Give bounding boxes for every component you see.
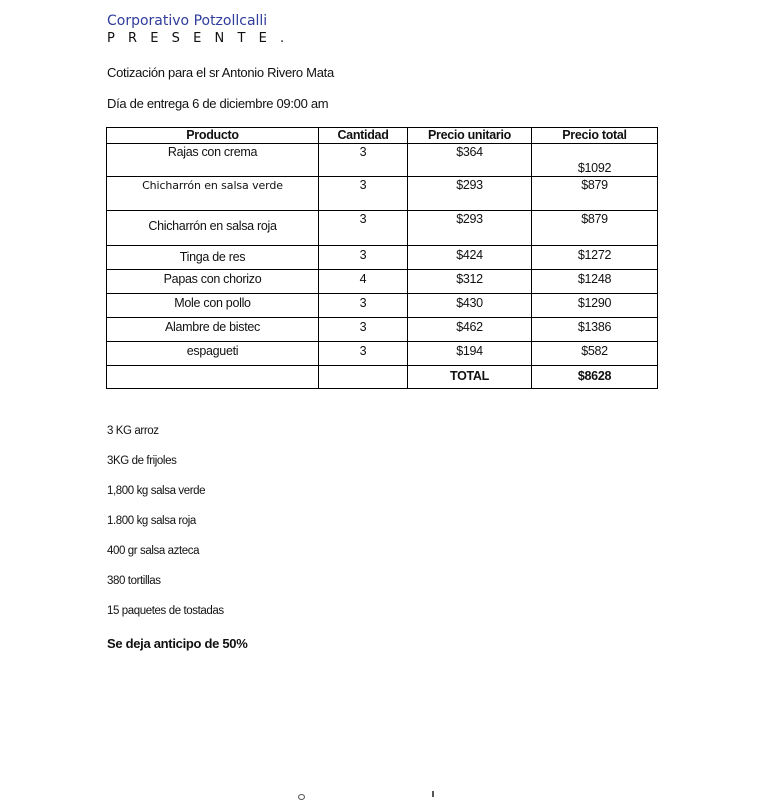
product-text: Mole con pollo: [174, 296, 251, 310]
table-row: [107, 211, 658, 246]
quantity-text: 4: [359, 272, 367, 286]
quantity-text: 3: [359, 178, 367, 192]
total-label: TOTAL: [449, 369, 489, 383]
table-row: [107, 270, 658, 294]
header-product: Producto: [107, 128, 319, 144]
quantity-text: 3: [359, 296, 367, 310]
total-price-text: $1386: [577, 320, 612, 334]
total-price-text: $1248: [577, 272, 612, 286]
product-text: Tinga de res: [179, 250, 246, 264]
cell-total-price: [532, 294, 658, 318]
cut-off-footer-text: [288, 788, 468, 800]
cell-product: [107, 342, 319, 366]
extra-item: 3 KG arroz: [107, 425, 159, 437]
cell-quantity: [319, 318, 408, 342]
extra-item: 1.800 kg salsa roja: [107, 515, 196, 527]
cell-quantity: [319, 211, 408, 246]
quote-table: [106, 127, 658, 389]
product-text: Papas con chorizo: [163, 272, 262, 286]
product-text: Alambre de bistec: [165, 320, 260, 334]
table-row: [107, 144, 658, 177]
cell-empty: [107, 366, 319, 389]
cell-total-price: [532, 144, 658, 177]
cell-unit-price: [408, 342, 532, 366]
cell-quantity: [319, 342, 408, 366]
product-text: Chicharrón en salsa verde: [142, 179, 283, 192]
cell-unit-price: [408, 318, 532, 342]
cell-unit-price: [408, 211, 532, 246]
table-row: [107, 318, 658, 342]
unit-price-text: $293: [456, 212, 483, 226]
table-row: [107, 294, 658, 318]
total-price-text: $1092: [577, 161, 612, 175]
quote-recipient-line: Cotización para el sr Antonio Rivero Mata: [107, 65, 334, 80]
footer-glyph-fragment: [432, 791, 434, 797]
product-text: Chicharrón en salsa roja: [148, 219, 277, 233]
cell-product: [107, 211, 319, 246]
deposit-note: Se deja anticipo de 50%: [107, 636, 248, 651]
table-row: [107, 246, 658, 270]
greeting: PRESENTE.: [107, 31, 298, 46]
cell-unit-price: [408, 144, 532, 177]
extra-item: 380 tortillas: [107, 575, 161, 587]
header-quantity: Cantidad: [319, 128, 408, 144]
cell-quantity: [319, 144, 408, 177]
cell-unit-price: [408, 246, 532, 270]
unit-price-text: $293: [456, 178, 483, 192]
table-total-row: [107, 366, 658, 389]
cell-quantity: [319, 177, 408, 211]
cell-total-price: [532, 270, 658, 294]
cell-product: [107, 177, 319, 211]
unit-price-text: $364: [456, 145, 483, 159]
delivery-date-line: Día de entrega 6 de diciembre 09:00 am: [107, 96, 329, 111]
cell-quantity: [319, 246, 408, 270]
product-text: Rajas con crema: [167, 145, 258, 159]
cell-product: [107, 318, 319, 342]
cell-total-price: [532, 318, 658, 342]
cell-total-price: [532, 211, 658, 246]
footer-glyph-fragment: [298, 794, 305, 800]
quantity-text: 3: [359, 248, 367, 262]
extra-item: 15 paquetes de tostadas: [107, 605, 224, 617]
extra-item: 3KG de frijoles: [107, 455, 177, 467]
cell-total-price: [532, 246, 658, 270]
header-unit-price: Precio unitario: [408, 128, 532, 144]
total-price-text: $879: [581, 178, 608, 192]
quantity-text: 3: [359, 344, 367, 358]
cell-product: [107, 246, 319, 270]
cell-unit-price: [408, 294, 532, 318]
cell-product: [107, 294, 319, 318]
cell-quantity: [319, 294, 408, 318]
cell-total-label: [408, 366, 532, 389]
cell-total-price: [532, 342, 658, 366]
total-price-text: $1272: [577, 248, 612, 262]
cell-unit-price: [408, 270, 532, 294]
cell-quantity: [319, 270, 408, 294]
total-price-text: $879: [581, 212, 608, 226]
unit-price-text: $194: [456, 344, 483, 358]
unit-price-text: $424: [456, 248, 483, 262]
quantity-text: 3: [359, 320, 367, 334]
cell-unit-price: [408, 177, 532, 211]
quantity-text: 3: [359, 212, 367, 226]
unit-price-text: $430: [456, 296, 483, 310]
header-total-price: Precio total: [532, 128, 658, 144]
total-value: $8628: [577, 369, 612, 383]
table-row: [107, 177, 658, 211]
table-header-row: [107, 128, 658, 144]
unit-price-text: $462: [456, 320, 483, 334]
cell-total-price: [532, 177, 658, 211]
product-text: espagueti: [186, 344, 239, 358]
extra-item: 400 gr salsa azteca: [107, 545, 200, 557]
unit-price-text: $312: [456, 272, 483, 286]
company-name: Corporativo Potzollcalli: [107, 13, 268, 29]
extra-item: 1,800 kg salsa verde: [107, 485, 206, 497]
cell-total-value: [532, 366, 658, 389]
quantity-text: 3: [359, 145, 367, 159]
table-row: [107, 342, 658, 366]
total-price-text: $582: [581, 344, 608, 358]
cell-product: [107, 144, 319, 177]
cell-empty: [319, 366, 408, 389]
total-price-text: $1290: [577, 296, 612, 310]
cell-product: [107, 270, 319, 294]
